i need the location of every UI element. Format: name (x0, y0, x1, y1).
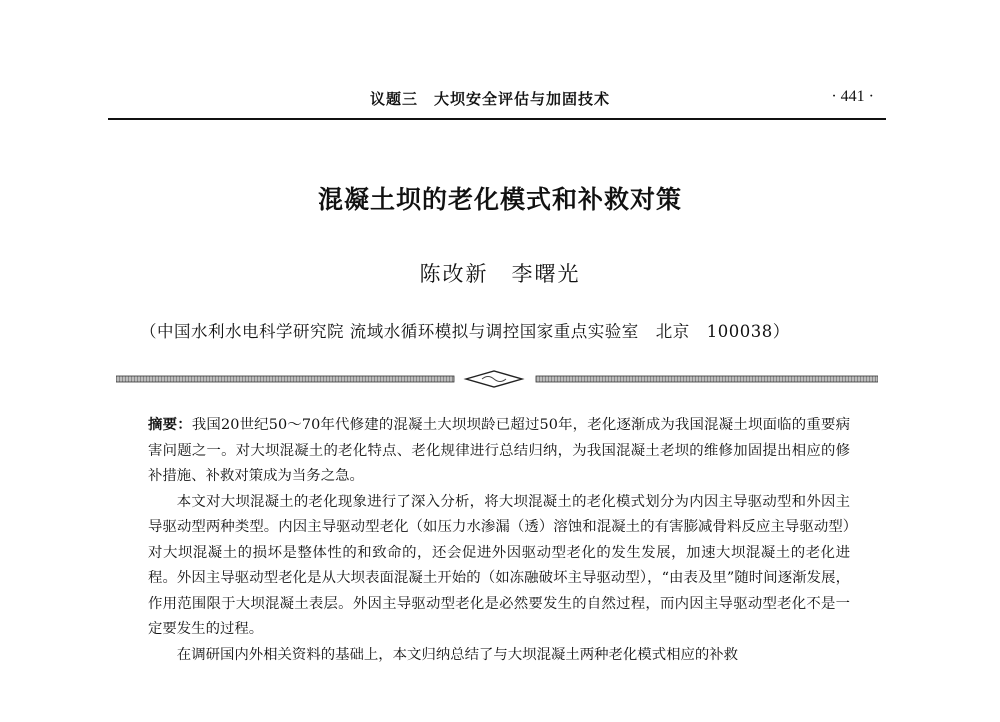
running-header (108, 88, 886, 114)
abstract-paragraph-1 (148, 412, 850, 490)
abstract-label: 摘要： (148, 416, 192, 433)
separator-ornament (116, 368, 878, 390)
page-number: · 441 · (831, 88, 874, 105)
separator-right-bar (536, 376, 878, 382)
abstract-text-1: 我国20世纪50～70年代修建的混凝土大坝坝龄已超过50年，老化逐渐成为我国混凝土坝面临的重要病害问题之一。对大坝混凝土的老化特点、老化规律进行总结归纳，为我国混凝土老坝的维修加固提出相应的修补措施、补救对策成为当务之急。 (148, 417, 850, 484)
paper-title: 混凝土坝的老化模式和补救对策 (317, 185, 682, 214)
header-rule (108, 118, 886, 120)
authors: 陈改新 李曙光 (419, 262, 581, 286)
abstract-paragraph-2: 本文对大坝混凝土的老化现象进行了深入分析，将大坝混凝土的老化模式划分为内因主导驱动型和外因主导驱动型两种类型。内因主导驱动型老化（如压力水渗漏（透）溶蚀和混凝土的有害膨减骨料反应主导驱动型）对大坝混凝土的损坏是整体性的和致命的，还会促进外因驱动型老化的发生发展，加速大坝混凝土的老化进程。外因主导驱动型老化是从大坝表面混凝土开始的（如冻融破坏主导驱动型），“由表及里”随时间逐渐发展，作用范围限于大坝混凝土表层。外因主导驱动型老化是必然要发生的自然过程，而内因主导驱动型老化不是一定要发生的过程。 (148, 493, 850, 637)
running-title: 议题三 大坝安全评估与加固技术 (370, 90, 611, 108)
abstract-paragraph-3: 在调研国内外相关资料的基础上，本文归纳总结了与大坝混凝土两种老化模式相应的补救 (176, 646, 739, 663)
separator-left-bar (116, 376, 454, 382)
abstract (148, 412, 850, 668)
affiliation: （中国水利水电科学研究院 流域水循环模拟与调控国家重点实验室 北京 100038） (140, 322, 790, 341)
